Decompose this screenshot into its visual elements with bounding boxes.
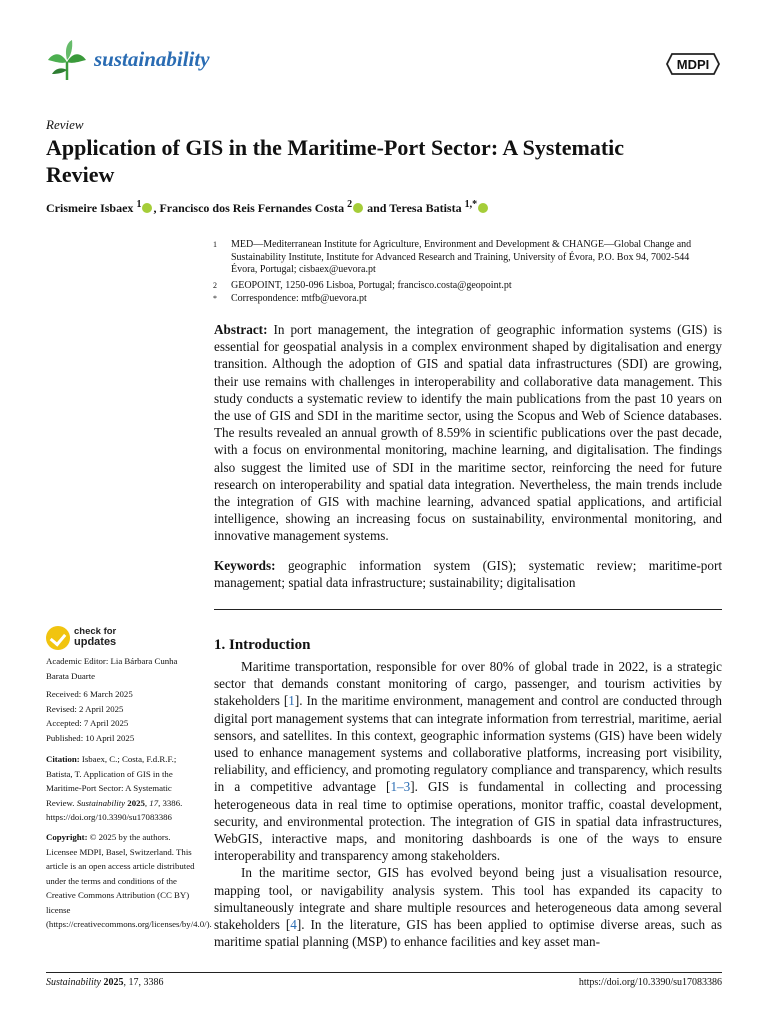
affiliation-text: MED—Mediterranean Institute for Agriculture, Environment and Development & CHANGE—Global Change and Sustainability Institute, Institute for Advanced Research and Training, University of Évora, P.O. Box 94, 7002-544 Évora, Portugal; cisbaex@uevora.pt bbox=[231, 239, 692, 275]
check-for-updates-button[interactable] bbox=[46, 626, 166, 652]
leaf-logo-icon bbox=[46, 40, 88, 82]
abstract-label: Abstract: bbox=[214, 322, 268, 337]
abstract-text: In port management, the integration of geographic information systems (GIS) is essential for geospatial analysis in a complex environment shaped by digitalisation and energy transition. Although the adoption of GIS and spatial data infrastructures (SDI) are growing, their use remains with challenges in interoperability and collaborative data management. This study conducts a systematic review to identify the main publications from the past 10 years on the use of GIS and SDI in the maritime sector, using the Scopus and Web of Science databases. The results revealed an annual growth of 8.59% in scientific publications over the past decade, with a focus on environmental monitoring, machine learning, and digitalisation. The findings also suggest the limited use of SDI in the maritime sector, reinforcing the need for future research on interoperability and spatial data integration. Nevertheless, the main trends include the integration of GIS with machine learning, advanced spatial applications, and artificial intelligence, showing an increasing focus on sustainability, environmental monitoring, and innovative management systems. bbox=[214, 322, 722, 544]
citation-doi[interactable]: , 3386. https://doi.org/10.3390/su17083386 bbox=[46, 797, 183, 822]
author-separator: and bbox=[364, 201, 390, 215]
affiliation-1 bbox=[213, 239, 713, 277]
received-date: Received: 6 March 2025 bbox=[46, 689, 133, 699]
section-body bbox=[214, 658, 722, 950]
citation-text: Isbaex, C.; Costa, F.d.R.F.; Batista, T. Application of GIS in the Maritime-Port Sector: A Systematic Review. bbox=[46, 754, 177, 808]
text-run: Maritime transportation, responsible for over 80% of global trade in 2022, is a strategic sector that demands constant monitoring of cargo, passenger, and tourism activities by stakeholders [ bbox=[214, 659, 722, 709]
section-heading: 1. Introduction bbox=[214, 637, 311, 653]
text-run: In the maritime sector, GIS has evolved beyond being just a visualisation resource, mapping tool, or navigability analysis system. This tool has expanded its capacity to simultaneously integrate and share multiple resources and heterogeneous data among several stakeholders [ bbox=[214, 865, 722, 933]
citation-label: Citation: bbox=[46, 754, 80, 764]
dates bbox=[46, 687, 201, 745]
published-date: Published: 10 April 2025 bbox=[46, 732, 135, 743]
copyright bbox=[46, 830, 212, 932]
article-type: Review bbox=[46, 117, 84, 132]
author-sup: 1,* bbox=[464, 199, 478, 210]
divider bbox=[214, 609, 722, 610]
author-name[interactable]: Teresa Batista bbox=[389, 201, 462, 215]
footer-citation bbox=[46, 977, 164, 988]
affiliation-mark: 2 bbox=[213, 281, 217, 290]
accepted-date: Accepted: 7 April 2025 bbox=[46, 718, 129, 728]
check-icon bbox=[46, 626, 70, 650]
footer-journal: Sustainability bbox=[46, 977, 101, 988]
keywords-text: geographic information system (GIS); systematic review; maritime-port management; spatial data infrastructure; sustainability; digitalisation bbox=[214, 558, 722, 591]
paragraph bbox=[214, 658, 722, 864]
footer-doi[interactable]: https://doi.org/10.3390/su17083386 bbox=[578, 977, 722, 988]
footer-year: 2025 bbox=[101, 977, 124, 988]
footer-volume: , 17, 3386 bbox=[123, 977, 164, 988]
reference-link[interactable]: 1 bbox=[288, 693, 295, 709]
journal-logo[interactable] bbox=[46, 40, 236, 84]
author-name[interactable]: Francisco dos Reis Fernandes Costa bbox=[159, 201, 345, 215]
orcid-icon[interactable] bbox=[478, 203, 488, 213]
author-sup: 2 bbox=[347, 199, 353, 210]
author-separator: , bbox=[153, 201, 160, 215]
citation-year: 2025 bbox=[125, 797, 145, 808]
academic-editor bbox=[46, 654, 201, 683]
check-line1: check for bbox=[74, 626, 117, 637]
abstract bbox=[214, 321, 722, 545]
mdpi-logo[interactable] bbox=[664, 51, 722, 77]
affiliation-mark: * bbox=[213, 294, 217, 303]
revised-date: Revised: 2 April 2025 bbox=[46, 703, 124, 714]
text-run: ]. In the literature, GIS has been applied to optimise diverse areas, such as maritime spatial planning (MSP) to enhance facilities and key asset man- bbox=[214, 917, 722, 950]
text-run: ]. In the maritime environment, management and control are conducted through digital port management systems that can integrate information from terrestrial, maritime, aerial sensors, and satellites. In this context, geographic information systems (GIS) have been widely used to enhance management systems and collaborative platforms, increasing port visibility, reliability, and efficiency, and promoting regulatory compliance and transparency, which results in a competitive advantage [ bbox=[214, 693, 722, 795]
editor-name: Lia Bárbara Cunha Barata Duarte bbox=[46, 656, 178, 681]
correspondence bbox=[213, 293, 713, 306]
affiliation-mark: 1 bbox=[213, 240, 217, 249]
keywords-label: Keywords: bbox=[214, 558, 276, 573]
citation bbox=[46, 752, 201, 825]
orcid-icon[interactable] bbox=[142, 203, 152, 213]
orcid-icon[interactable] bbox=[353, 203, 363, 213]
paragraph bbox=[214, 864, 722, 950]
journal-name: sustainability bbox=[94, 47, 210, 71]
editor-label: Academic Editor: bbox=[46, 656, 109, 666]
affiliation-text: GEOPOINT, 1250-096 Lisboa, Portugal; francisco.costa@geopoint.pt bbox=[231, 280, 512, 291]
copyright-text: © 2025 by the authors. Licensee MDPI, Basel, Switzerland. This article is an open access article distributed under the terms and conditions of the Creative Commons Attribution (CC BY) license (https://creativecommons.org/licenses/by/4.0/). bbox=[46, 832, 212, 929]
article-title: Application of GIS in the Maritime-Port Sector: A Systematic Review bbox=[46, 135, 625, 187]
author-name[interactable]: Crismeire Isbaex bbox=[46, 201, 134, 215]
citation-journal: Sustainability bbox=[76, 797, 126, 808]
copyright-label: Copyright: bbox=[46, 832, 88, 842]
reference-link[interactable]: 1–3 bbox=[390, 779, 411, 795]
citation-volume: , 17 bbox=[144, 797, 159, 808]
author-sup: 1 bbox=[136, 199, 142, 210]
reference-link[interactable]: 4 bbox=[290, 917, 297, 933]
affiliation-2 bbox=[213, 280, 713, 293]
correspondence-text: Correspondence: mtfb@uevora.pt bbox=[231, 293, 367, 304]
author-list bbox=[46, 199, 726, 216]
check-text bbox=[74, 626, 116, 648]
check-line2: updates bbox=[74, 636, 117, 648]
footer-divider bbox=[46, 972, 722, 973]
text-run: ]. GIS is fundamental in collecting and processing heterogeneous data in real time to optimise operations, monitor traffic, coastal development, security, and environmental protection. The integration of GIS in spatial data infrastructures, WebGIS, interactive maps, and monitoring dashboards is one of the ways to ensure interoperability and transparency among stakeholders. bbox=[214, 779, 722, 864]
keywords bbox=[214, 557, 722, 591]
publisher-name: MDPI bbox=[676, 57, 710, 72]
